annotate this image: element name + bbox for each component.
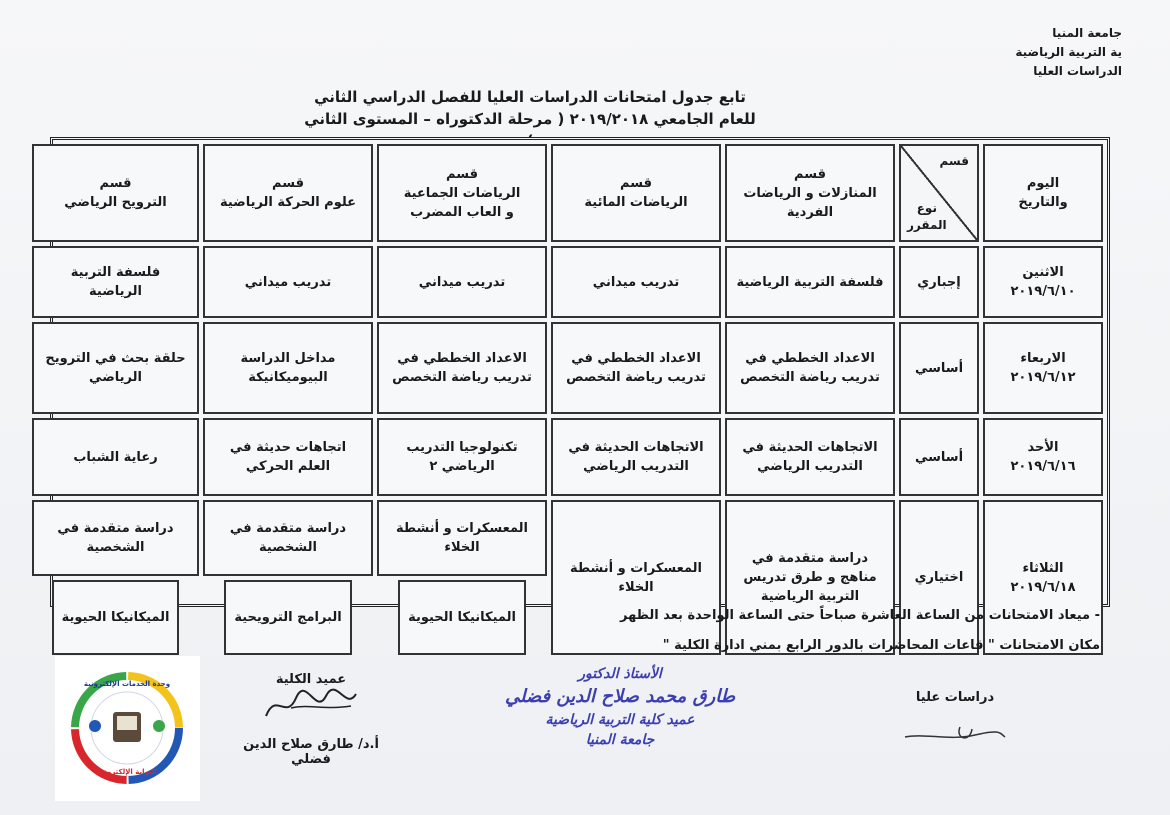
course-cell: دراسة متقدمة في مناهج و طرق تدريس التربية الرياضية [725, 500, 895, 655]
dept-label: قسم [272, 176, 304, 191]
dept-label: قسم [446, 166, 478, 182]
exam-date: ٢٠١٩/٦/١٨ [1010, 579, 1076, 595]
dept-name-line: الفردية [786, 204, 834, 220]
university-name: جامعة المنيا [1052, 26, 1122, 40]
course-option: الميكانيكا الحيوية [398, 580, 526, 656]
header-dept-team-sports [377, 144, 547, 242]
course-cell: تدريب ميداني [377, 246, 547, 318]
header-type-label [907, 200, 947, 234]
course-type: إجباري [899, 246, 979, 318]
exam-date: ٢٠١٩/٦/١٢ [1010, 370, 1076, 385]
dept-name-line: الترويح الرياضي [64, 195, 167, 210]
title-line-1: تابع جدول امتحانات الدراسات العليا للفصل الدراسي الثاني [314, 88, 746, 106]
stamp-line: عميد كلية التربية الرياضية [545, 712, 695, 728]
course-cell: رعاية الشباب [32, 418, 199, 496]
course-type: أساسي [899, 418, 979, 496]
course-cell: اتجاهات حديثة في العلم الحركي [203, 418, 373, 496]
course-cell: الاعداد الخططي في تدريب رياضة التخصص [551, 322, 721, 414]
dept-label: قسم [620, 176, 652, 191]
day-name: الأحد [1027, 440, 1059, 455]
header-course-word: المقرر [907, 218, 947, 232]
exam-place-note: مكان الامتحانات " قاعات المحاضرات بالدور الرابع بمني ادارة الكلية " [662, 638, 1100, 653]
department-name: الدراسات العليا [1033, 64, 1122, 78]
header-type-word: نوع [916, 201, 937, 215]
dept-name-line: الرياضات الجماعية [403, 185, 521, 201]
course-cell: المعسكرات و أنشطة الخلاء [551, 500, 721, 655]
course-cell: تدريب ميداني [551, 246, 721, 318]
course-cell: الاعداد الخططي في تدريب رياضة التخصص [725, 322, 895, 414]
course-option: دراسة متقدمة في الشخصية [203, 500, 373, 576]
dept-name-line: الرياضات المائية [584, 195, 688, 210]
letterhead [1015, 24, 1122, 81]
dean-signature-icon [256, 686, 366, 726]
exam-date: ٢٠١٩/٦/١٦ [1010, 459, 1076, 474]
header-date-label: والتاريخ [1018, 195, 1068, 210]
day-name: الاثنين [1022, 265, 1064, 280]
row-day-date [983, 246, 1103, 318]
day-name: الثلاثاء [1022, 560, 1064, 576]
grad-studies-label: دراسات عليا [915, 690, 995, 705]
course-cell: فلسفة التربية الرياضية [725, 246, 895, 318]
faculty-name: ية التربية الرياضية [1015, 45, 1122, 59]
course-cell: تكنولوجيا التدريب الرياضي ٢ [377, 418, 547, 496]
course-cell: الاعداد الخططي في تدريب رياضة التخصص [377, 322, 547, 414]
grad-signature-icon [900, 719, 1010, 749]
header-dept-movement-science [203, 144, 373, 242]
dept-name-line: و العاب المضرب [410, 204, 514, 220]
eportal-logo [55, 656, 200, 801]
dept-label: قسم [99, 176, 132, 191]
course-option: الميكانيكا الحيوية [52, 580, 180, 656]
stamp-line: الأستاذ الدكتور [578, 666, 662, 682]
exam-time-note: - ميعاد الامتحانات من الساعة العاشرة صباحاً حتى الساعة الواحدة بعد الظهر [620, 608, 1100, 623]
course-cell: الاتجاهات الحديثة في التدريب الرياضي [725, 418, 895, 496]
grad-studies-signature [900, 690, 1010, 753]
header-day-date [983, 144, 1103, 242]
logo-top-text: وحدة الخدمات الإلكترونية [83, 680, 171, 688]
course-type: اختياري [899, 500, 979, 655]
dept-label: قسم [794, 166, 826, 182]
course-cell: الاتجاهات الحديثة في التدريب الرياضي [551, 418, 721, 496]
header-day-label: اليوم [1026, 176, 1060, 191]
exam-date: ٢٠١٩/٦/١٠ [1010, 284, 1076, 299]
course-cell: فلسفة التربية الرياضية [32, 246, 199, 318]
course-cell: تدريب ميداني [203, 246, 373, 318]
official-stamp [500, 664, 740, 750]
dean-name: أ.د/ طارق صلاح الدين فضلي [243, 737, 379, 767]
dept-name-line: علوم الحركة الرياضية [219, 195, 357, 210]
header-dept-combat-sports [725, 144, 895, 242]
header-dept-aquatic-sports [551, 144, 721, 242]
course-type: أساسي [899, 322, 979, 414]
header-course-type [899, 144, 979, 242]
day-name: الاربعاء [1020, 351, 1066, 366]
logo-emblem-icon [55, 656, 200, 801]
stamp-line: طارق محمد صلاح الدين فضلي [504, 686, 736, 707]
header-dept-recreation [32, 144, 199, 242]
logo-bottom-text: البوابة الإلكترونية [97, 768, 157, 776]
exam-notes [100, 601, 1100, 661]
course-option: البرامج الترويحية [224, 580, 351, 656]
course-cell: مداخل الدراسة البيوميكانيكة [203, 322, 373, 414]
header-dept-label: قسم [939, 154, 969, 168]
dean-signature-block [236, 672, 386, 767]
course-option: دراسة متقدمة في الشخصية [32, 500, 199, 576]
title-line-2: للعام الجامعي ٢٠١٩/٢٠١٨ ( مرحلة الدكتوراه – المستوى الثاني [304, 110, 756, 128]
stamp-line: جامعة المنيا [585, 732, 655, 748]
course-option: المعسكرات و أنشطة الخلاء [377, 500, 547, 576]
row-day-date [983, 322, 1103, 414]
course-cell: حلقة بحث في الترويح الرياضي [32, 322, 199, 414]
dept-name-line: المنازلات و الرياضات [743, 185, 877, 201]
row-day-date [983, 418, 1103, 496]
dean-title: عميد الكلية [275, 672, 347, 687]
